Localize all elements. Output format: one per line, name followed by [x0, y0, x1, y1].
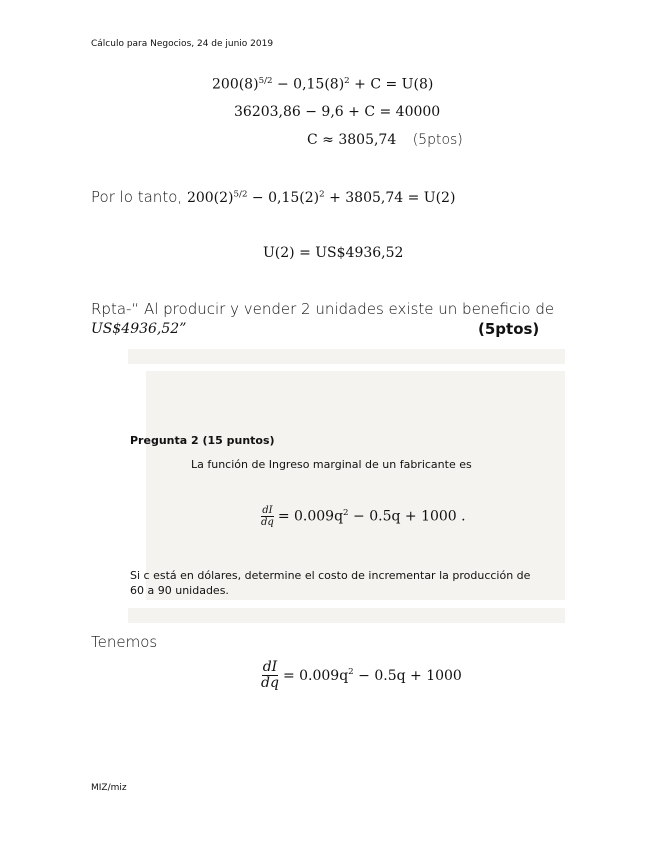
solution-equation: $\frac{dI}{dq}$ = $0.009q^2 - 0.5q + 1000$	[261, 659, 462, 692]
equation-line-1: $200(8)^{5/2} - 0,15(8)^2 + C = U(8)$	[212, 76, 434, 93]
question-title: Pregunta 2 (15 puntos)	[130, 434, 275, 447]
question-text-1: Si c está en dólares, determine el costo de incrementar la producción de	[130, 569, 531, 582]
solution-label: Tenemos	[91, 633, 158, 651]
answer-line-1: Rpta-“ Al producir y vender 2 unidades existe un beneficio de	[91, 300, 555, 318]
therefore-line: Por lo tanto, $200(2)^{5/2} - 0,15(2)^2 + 3805,74 = U(2)$	[91, 188, 456, 206]
question-intro: La función de Ingreso marginal de un fabricante es	[191, 458, 472, 471]
question-text-2: 60 a 90 unidades.	[130, 584, 229, 597]
result-equation: U(2) = US$4936,52	[263, 245, 404, 261]
equation-line-3: C ≈ 3805,74 (5ptos)	[307, 132, 463, 148]
answer-points: (5ptos)	[478, 320, 540, 338]
shade-strip-top	[128, 349, 565, 364]
page-footer: MIZ/miz	[91, 783, 127, 793]
shade-strip-bottom	[128, 608, 565, 623]
answer-line-2: US$4936,52”	[91, 321, 187, 337]
equation-line-2: 36203,86 − 9,6 + C = 40000	[234, 104, 441, 120]
question-box-bg	[146, 371, 565, 600]
page-header: Cálculo para Negocios, 24 de junio 2019	[91, 39, 274, 49]
question-equation: $\frac{dI}{dq}$ = $0.009q^2 - 0.5q + 1000$ .	[261, 505, 466, 528]
points-label: (5ptos)	[412, 132, 463, 148]
